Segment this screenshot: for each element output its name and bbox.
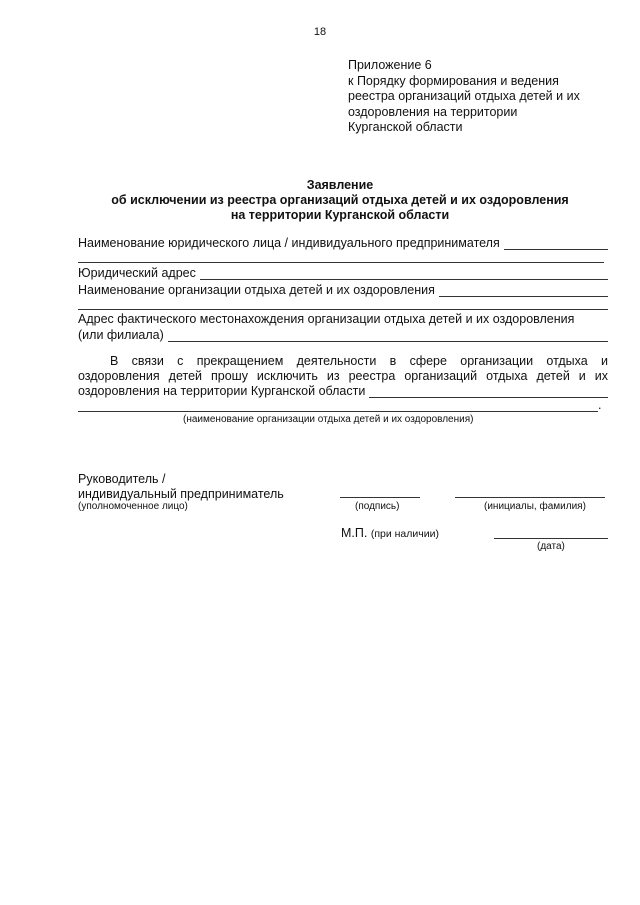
appendix-line-2: к Порядку формирования и ведения [348, 73, 559, 88]
signature-caption: (подпись) [355, 501, 400, 512]
page-number: 18 [313, 26, 327, 38]
title-line-3: на территории Курганской области [230, 208, 450, 222]
signature-field[interactable] [340, 497, 420, 498]
document-title [0, 178, 640, 223]
actual-address-label-2: (или филиала) [78, 328, 164, 342]
seal-note: (при наличии) [370, 528, 439, 540]
appendix-header [348, 58, 618, 136]
name-caption: (инициалы, фамилия) [484, 501, 586, 512]
org-name-label: Наименование организации отдыха детей и их оздоровления [78, 283, 435, 297]
legal-address-label: Юридический адрес [78, 266, 196, 280]
statement-line-2: оздоровления детей прошу исключить из реестра организаций отдыха детей и их [78, 369, 608, 383]
actual-address-row [78, 328, 608, 342]
legal-name-field[interactable] [504, 238, 608, 250]
appendix-line-4: оздоровления на территории [348, 104, 518, 119]
head-caption: (уполномоченное лицо) [78, 501, 188, 512]
org-name-field[interactable] [439, 285, 608, 297]
head-label-line-1: Руководитель / [78, 472, 166, 486]
org-name-field-line-2[interactable] [78, 309, 608, 310]
title-line-1: Заявление [306, 178, 374, 192]
statement-row-3 [78, 384, 608, 398]
org-name-row [78, 283, 608, 297]
statement-end-mark: . [598, 398, 602, 412]
statement-line-1: В связи с прекращением деятельности в сфере организации отдыха и [110, 354, 608, 368]
date-field[interactable] [494, 538, 608, 539]
legal-address-field[interactable] [200, 268, 608, 280]
appendix-line-1: Приложение 6 [348, 58, 432, 72]
legal-name-row [78, 236, 608, 250]
actual-address-label-1: Адрес фактического местонахождения организации отдыха детей и их оздоровления [78, 312, 575, 326]
appendix-line-5: Курганской области [348, 120, 463, 134]
title-line-2: об исключении из реестра организаций отдыха детей и их оздоровления [111, 193, 569, 207]
statement-org-field[interactable] [369, 386, 608, 398]
seal-label [341, 526, 439, 542]
name-field[interactable] [455, 497, 605, 498]
seal-label-text: М.П. [341, 526, 368, 540]
actual-address-field[interactable] [168, 330, 608, 342]
appendix-line-3: реестра организаций отдыха детей и их [348, 89, 580, 103]
legal-name-label: Наименование юридического лица / индивидуального предпринимателя [78, 236, 500, 250]
legal-name-field-line-2[interactable] [78, 262, 604, 263]
statement-caption: (наименование организации отдыха детей и их оздоровления) [183, 414, 474, 425]
head-label-line-2: индивидуальный предприниматель [78, 487, 284, 501]
statement-org-field-line-2[interactable] [78, 411, 598, 412]
statement-line-3: оздоровления на территории Курганской области [78, 384, 366, 398]
date-caption: (дата) [537, 541, 565, 552]
legal-address-row [78, 266, 608, 280]
